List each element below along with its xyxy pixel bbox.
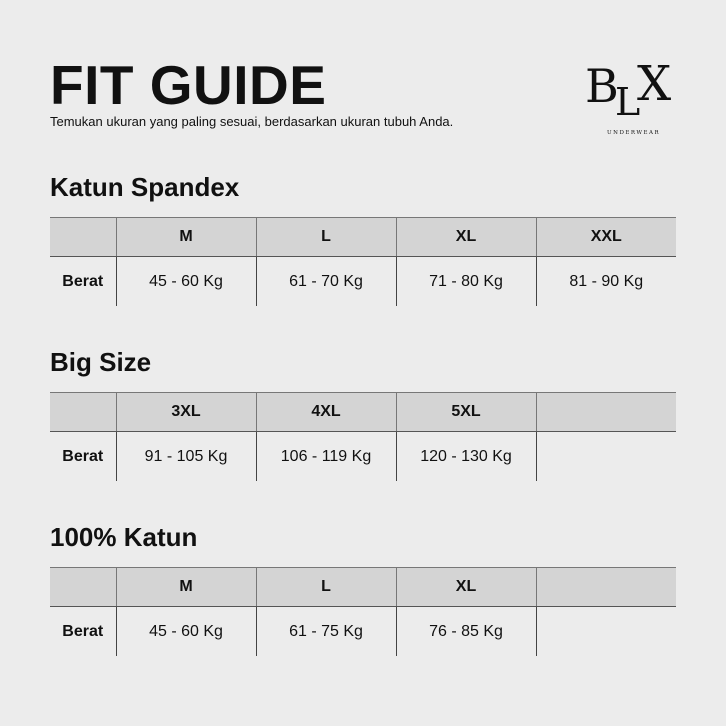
size-table-big-size: [50, 392, 676, 481]
brand-logo: [585, 56, 677, 140]
page-subtitle: Temukan ukuran yang paling sesuai, berdasarkan ukuran tubuh Anda.: [50, 114, 454, 129]
header-blank-cell: [50, 568, 116, 607]
row-label-berat: Berat: [50, 607, 116, 657]
size-header: [536, 568, 676, 607]
table-header-row: [50, 393, 676, 432]
size-header: XXL: [536, 218, 676, 257]
size-header: XL: [396, 568, 536, 607]
logo-letter-b: B: [585, 59, 619, 113]
size-header: XL: [396, 218, 536, 257]
weight-cell: 45 - 60 Kg: [116, 257, 256, 307]
size-header: 4XL: [256, 393, 396, 432]
weight-cell: [536, 432, 676, 482]
weight-cell: 61 - 70 Kg: [256, 257, 396, 307]
table-header-row: [50, 218, 676, 257]
size-header: M: [116, 218, 256, 257]
weight-cell: 45 - 60 Kg: [116, 607, 256, 657]
logo-letter-x: X: [637, 56, 672, 112]
size-header: M: [116, 568, 256, 607]
weight-cell: 91 - 105 Kg: [116, 432, 256, 482]
size-table-100-katun: [50, 567, 676, 656]
weight-cell: 71 - 80 Kg: [396, 257, 536, 307]
size-header: 5XL: [396, 393, 536, 432]
page-title: FIT GUIDE: [50, 54, 327, 116]
weight-cell: 81 - 90 Kg: [569, 272, 644, 290]
weight-cell: 120 - 130 Kg: [396, 432, 536, 482]
header-blank-cell: [50, 218, 116, 257]
section-title-katun-spandex: Katun Spandex: [50, 172, 240, 202]
weight-cell: 61 - 75 Kg: [256, 607, 396, 657]
table-row: [50, 257, 676, 307]
size-header: L: [256, 568, 396, 607]
row-label-berat: Berat: [50, 432, 116, 482]
logo-tagline: UNDERWEAR: [607, 130, 661, 136]
weight-cell: 106 - 119 Kg: [256, 432, 396, 482]
section-title-100-katun: 100% Katun: [50, 522, 198, 552]
size-table-katun-spandex: [50, 217, 676, 306]
header-blank-cell: [50, 393, 116, 432]
logo-letter-l: L: [615, 80, 641, 124]
row-label-berat: Berat: [50, 257, 116, 307]
size-header: [536, 393, 676, 432]
table-row: [50, 432, 676, 482]
table-header-row: [50, 568, 676, 607]
size-header: 3XL: [116, 393, 256, 432]
section-title-big-size: Big Size: [50, 347, 152, 377]
table-row: [50, 607, 676, 657]
size-header: L: [256, 218, 396, 257]
weight-cell: [536, 607, 676, 657]
weight-cell: 76 - 85 Kg: [396, 607, 536, 657]
